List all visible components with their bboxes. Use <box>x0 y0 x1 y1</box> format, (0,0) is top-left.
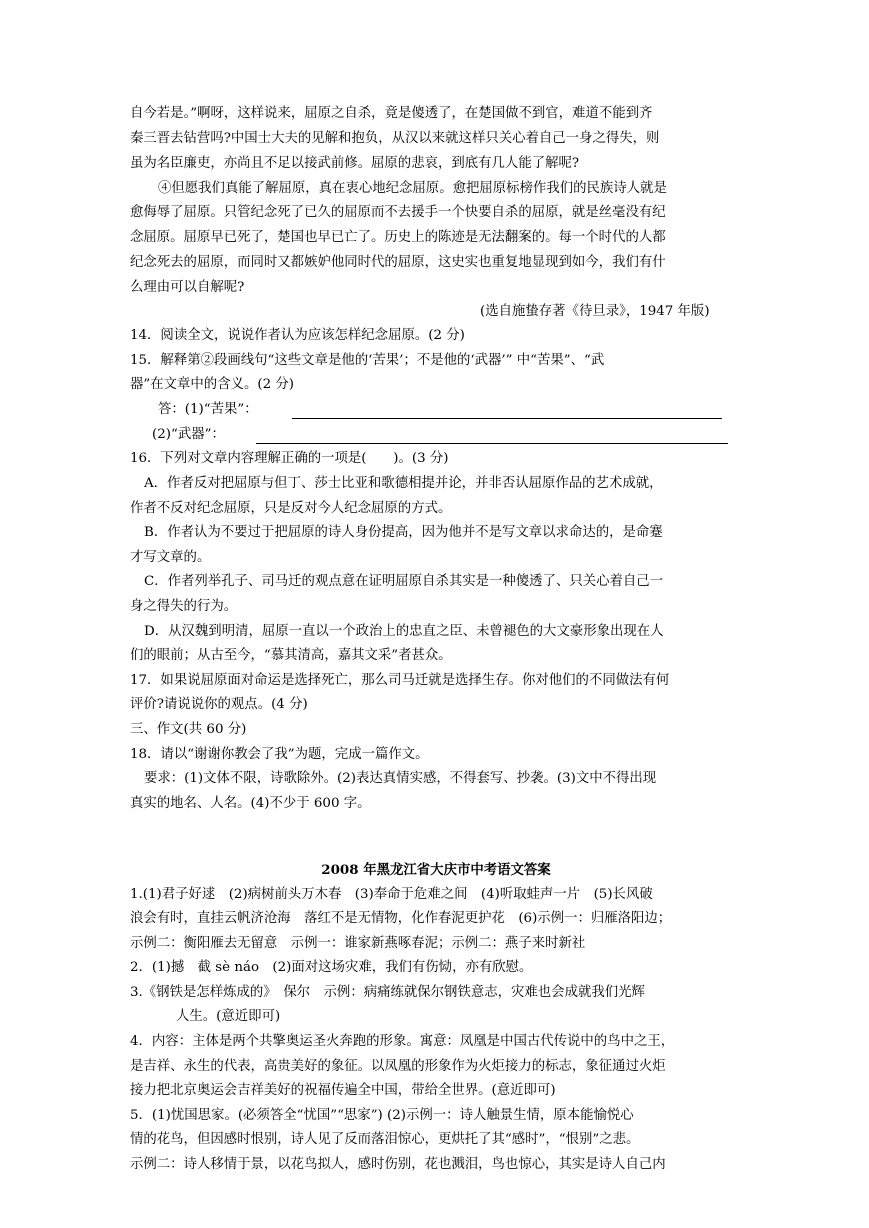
text-line: 人生。(意近即可) <box>176 1009 281 1024</box>
text-line: 示例二：诗人移情于景，以花鸟拟人，感时伤别，花也溅泪，鸟也惊心，其实是诗人自己内 <box>130 1157 666 1172</box>
text-line: 接力把北京奥运会吉祥美好的祝福传遍全中国，带给全世界。(意近即可) <box>130 1083 556 1098</box>
text-line: 是吉祥、永生的代表，高贵美好的象征。以凤凰的形象作为火炬接力的标志，象征通过火炬 <box>130 1059 666 1074</box>
source-citation: (选自施蛰存著《待旦录》，1947 年版) <box>480 304 710 319</box>
option-c: C．作者列举孔子、司马迁的观点意在证明屈原自杀其实是一种傻透了、只关心着自己一 <box>144 574 664 589</box>
text-line: 才写文章的。 <box>130 550 211 565</box>
paragraph-4-start: ④但愿我们真能了解屈原，真在衷心地纪念屈原。愈把屈原标榜作我们的民族诗人就是 <box>158 181 667 196</box>
question-15: 15．解释第②段画线句“这些文章是他的‘苦果’；不是他的‘武器’” 中“苦果”、“武 <box>130 353 605 368</box>
answer-label-2: (2)“武器”： <box>152 427 225 442</box>
answer-label-1: 答：(1)“苦果”： <box>158 402 258 417</box>
text-line: 纪念死去的屈原，而同时又都嫉妒他同时代的屈原，这史实也重复地显现到如今，我们有什 <box>130 255 666 270</box>
option-d: D．从汉魏到明清，屈原一直以一个政治上的忠直之臣、未曾褪色的大文豪形象出现在人 <box>144 624 664 639</box>
text-line: 秦三晋去钻营吗?中国士大夫的见解和抱负，从汉以来就这样只关心着自己一身之得失，则 <box>130 131 660 146</box>
text-line: 么理由可以自解呢? <box>130 280 245 295</box>
composition-requirements: 要求：(1)文体不限，诗歌除外。(2)表达真情实感，不得套写、抄袭。(3)文中不得出现 <box>144 771 657 786</box>
text-line: 评价?请说说你的观点。(4 分) <box>130 697 308 712</box>
answer-blank-1[interactable] <box>292 418 722 419</box>
answer-blank-2[interactable] <box>256 443 728 444</box>
question-14: 14．阅读全文，说说作者认为应该怎样纪念屈原。(2 分) <box>130 328 465 343</box>
text-line: 们的眼前；从古至今，“慕其清高，嘉其文采”者甚众。 <box>130 648 452 663</box>
answer-1: 1.(1)君子好逑 (2)病树前头万木春 (3)奉命于危难之间 (4)听取蛙声一片 (5)长风破 <box>130 887 653 902</box>
text-line: 浪会有时，直挂云帆济沧海 落红不是无情物，化作春泥更护花 (6)示例一：归雁洛阳边； <box>130 911 672 926</box>
text-line: 念屈原。屈原早已死了，楚国也早已亡了。历史上的陈迹是无法翻案的。每一个时代的人都 <box>130 230 666 245</box>
text-line: 示例二：衡阳雁去无留意 示例一：谁家新燕啄春泥；示例二：燕子来时新社 <box>130 936 586 951</box>
answer-3: 3.《钢铁是怎样炼成的》 保尔 示例：病痛练就保尔钢铁意志，灾难也会成就我们光辉 <box>130 985 645 1000</box>
answer-2: 2．(1)撼 截 sè náo (2)面对这场灾难，我们有伤恸，亦有欣慰。 <box>130 960 533 975</box>
answer-5: 5．(1)忧国思家。(必须答全“忧国”“思家”) (2)示例一：诗人触景生情，原本能愉悦心 <box>130 1108 634 1123</box>
text-line: 愈侮辱了屈原。只管纪念死了已久的屈原而不去援手一个快要自杀的屈原，就是丝毫没有纪 <box>130 205 666 220</box>
text-line: 器”在文章中的含义。(2 分) <box>130 377 294 392</box>
text-line: 作者不反对纪念屈原，只是反对今人纪念屈原的方式。 <box>130 501 452 516</box>
question-17: 17．如果说屈原面对命运是选择死亡，那么司马迁就是选择生存。你对他们的不同做法有何 <box>130 673 670 688</box>
answer-4: 4．内容：主体是两个共擎奥运圣火奔跑的形象。寓意：凤凰是中国古代传说中的鸟中之王， <box>130 1034 675 1049</box>
option-a: A．作者反对把屈原与但丁、莎士比亚和歌德相提并论，并非否认屈原作品的艺术成就， <box>144 476 663 491</box>
section-heading-composition: 三、作文(共 60 分) <box>130 722 247 737</box>
text-line: 情的花鸟，但因感时恨别，诗人见了反而落泪惊心，更烘托了其“感时”，“恨别”之悲。 <box>130 1132 640 1147</box>
text-line: 身之得失的行为。 <box>130 599 238 614</box>
text-line: 自今若是。”啊呀，这样说来，屈原之自杀，竟是傻透了，在楚国做不到官，难道不能到齐 <box>130 106 653 121</box>
text-line: 虽为名臣廉吏，亦尚且不足以接武前修。屈原的悲哀，到底有几人能了解呢? <box>130 156 580 171</box>
option-b: B．作者认为不要过于把屈原的诗人身份提高，因为他并不是写文章以求命达的，是命蹇 <box>144 525 663 540</box>
text-line: 真实的地名、人名。(4)不少于 600 字。 <box>130 796 371 811</box>
answer-key-title: 2008 年黑龙江省大庆市中考语文答案 <box>321 862 551 878</box>
question-16: 16．下列对文章内容理解正确的一项是( )。(3 分) <box>130 451 449 466</box>
question-18: 18．请以“谢谢你教会了我”为题，完成一篇作文。 <box>130 747 429 762</box>
